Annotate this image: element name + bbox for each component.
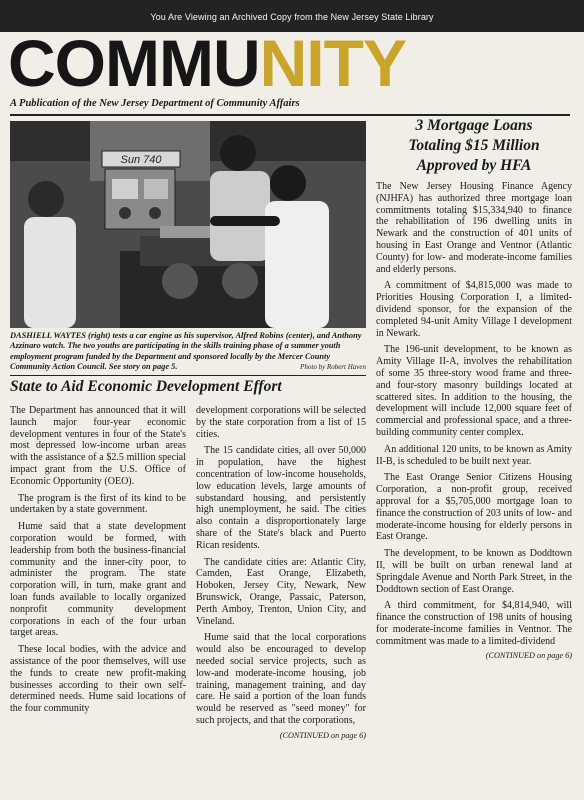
continued-note-right: (CONTINUED on page 6) — [485, 651, 572, 661]
article-paragraph: The East Orange Senior Citizens Housing Corporation, a non-profit group, received approval for a $5,705,000 mortgage loan to finance the construction of 203 units of low- and moderate-income housing for elderly persons in East Orange. — [376, 472, 572, 543]
engine-photo — [10, 121, 366, 328]
article-paragraph: The program is the first of its kind to be undertaken by a state government. — [10, 492, 186, 516]
article-right-column — [376, 181, 572, 800]
archive-banner-text: You Are Viewing an Archived Copy from the New Jersey State Library — [150, 12, 434, 22]
photo-credit: Photo by Robert Haven — [300, 363, 366, 372]
mid-divider — [10, 375, 366, 376]
article-paragraph: The candidate cities are: Atlantic City, Camden, East Orange, Elizabeth, Hoboken, Jersey City, Newark, New Brunswick, Orange, Passaic, Paterson, Perth Amboy, Trenton, Union City, and Vineland. — [196, 556, 366, 627]
engine-analyzer-sign: Sun 740 — [120, 154, 162, 166]
article-paragraph: Hume said that a state development corporation would be formed, with leadership from both the business-financial community and the inner-city poor, to administer the program. The state corporation will, in turn, make grant and loan funds available to locally organized nonprofit community development corporations in each of the four urban target areas. — [10, 521, 186, 639]
article-paragraph: development corporations will be selected by the state corporation from a list of 15 cities. — [196, 405, 366, 440]
article-paragraph: The New Jersey Housing Finance Agency (NJHFA) has authorized three mortgage loan commitments totaling $15,334,940 to finance the rehabilitation of 196 dwelling units in Newark and the construction of 401 units of housing in East Orange and Ventnor (Atlantic County) for low- and moderate-income families and elderly persons. — [376, 181, 572, 275]
engine-photo-illustration — [10, 121, 366, 328]
masthead-part-gold: NITY — [259, 26, 406, 100]
masthead-title — [8, 26, 580, 100]
publication-subtitle: A Publication of the New Jersey Department of Community Affairs — [10, 98, 300, 109]
article-paragraph: The 15 candidate cities, all over 50,000 in population, have the highest concentration of low-income households, low education levels, large amounts of substandard housing, and persistently high unemployment, he said. The cities also contain a disproportionately large share of the State's black and Puerto Rican residents. — [196, 445, 366, 551]
article-paragraph: A commitment of $4,815,000 was made to Priorities Housing Corporation I, a limited-dividend sponsor, for the expansion of the completed 94-unit Amity Village I development in Newark. — [376, 280, 572, 339]
article-paragraph: A third commitment, for $4,814,940, will finance the construction of 198 units of housing for moderate-income families in Ventnor. The commitment was made to a limited-dividend — [376, 600, 572, 647]
masthead-part-dark: COMMU — [8, 26, 260, 100]
article-left-headline: State to Aid Economic Development Effort — [10, 378, 282, 395]
article-paragraph: An additional 120 units, to be known as Amity II-B, is scheduled to be built next year. — [376, 443, 572, 467]
article-left-column-2 — [196, 405, 366, 790]
photo-caption — [10, 331, 366, 373]
continued-note-left: (CONTINUED on page 6) — [279, 730, 366, 740]
article-paragraph: The 196-unit development, to be known as Amity Village II-A, involves the rehabilitation of some 35 three-story wood frame and three- and four-story masonry buildings located at scattered sites. In addition to the housing, the development will include 12,000 square feet of commercial and professional space, and a three-building community center complex. — [376, 344, 572, 438]
article-paragraph: The Department has announced that it will launch major four-year economic development ventures in four of the State's most depressed low-income urban areas with the assistance of a $2.5 million special impact grant from the U.S. Office of Economic Opportunity (OEO). — [10, 405, 186, 487]
headline-line-1: 3 Mortgage Loans — [415, 117, 533, 134]
article-paragraph: The development, to be known as Doddtown II, will be built on urban renewal land at Springdale Avenue and North Park Street, in the Doddtown section of East Orange. — [376, 548, 572, 595]
article-paragraph: These local bodies, with the advice and assistance of the poor themselves, will use the funds to create new profit-making businesses according to their own self-determined needs. Hume said locations of the four community — [10, 644, 186, 715]
article-right-headline — [376, 116, 572, 176]
article-left-column-1 — [10, 405, 186, 790]
headline-line-2: Totaling $15 Million — [408, 137, 540, 154]
photo-caption-text: DASHIELL WAYTES (right) tests a car engine as his supervisor, Alfred Robins (center), and Anthony Azzinaro watch. The two youths are participating in the skills training phase of a summer youth employment program funded by the Department and sponsored locally by the Mercer County Community Action Council. See story on page 5. — [10, 331, 362, 372]
headline-line-3: Approved by HFA — [416, 157, 532, 174]
article-paragraph: Hume said that the local corporations would also be encouraged to develop needed social service projects, such as low-and moderate-income housing, job training, management training, and day care. He said a portion of the loan funds would be reserved as "seed money" for such projects, and that the corporations, — [196, 632, 366, 726]
